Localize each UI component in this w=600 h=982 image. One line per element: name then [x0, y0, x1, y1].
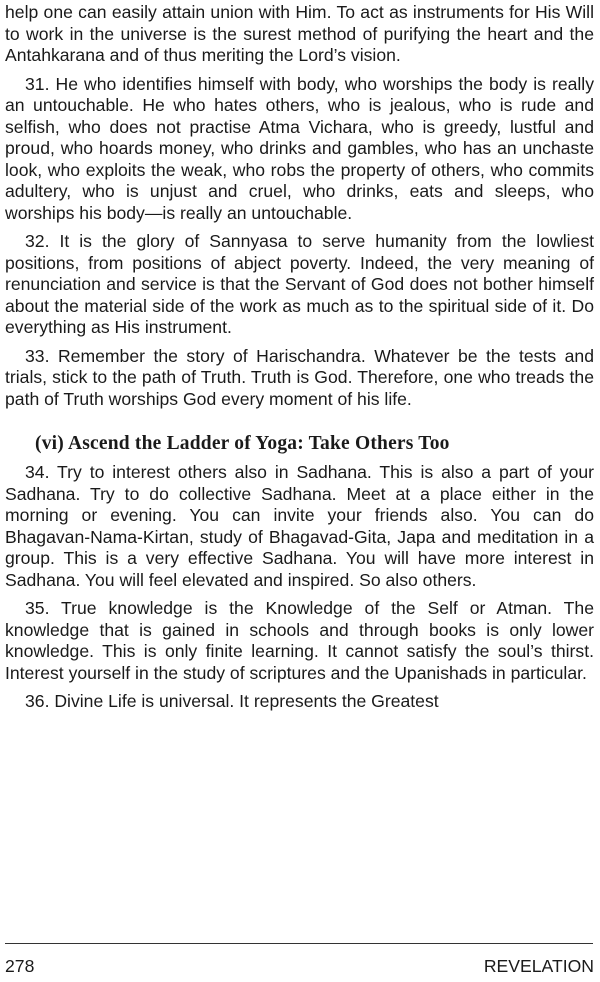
- paragraph-34: 34. Try to interest others also in Sadhana. This is also a part of your Sadhana. Try to do collective Sadhana. Meet at a place either in the morning or evening. You can invite your friends also. You can do Bhagavan-Nama-Kirtan, study of Bhagavad-Gita, Japa and meditation in a group. This is a very effective Sadhana. You will have more interest in Sadhana. You will feel elevated and inspired. So also others.: [5, 462, 594, 590]
- running-title: REVELATION: [483, 956, 594, 976]
- paragraph-32: 32. It is the glory of Sannyasa to serve humanity from the lowliest positions, from positions of abject poverty. Indeed, the very meaning of renunciation and service is that the Servant of God does not bother himself about the material side of the work as much as to the spiritual side of it. Do everything as His instrument.: [5, 231, 594, 337]
- footer-rule: [5, 943, 593, 944]
- paragraph-36: 36. Divine Life is universal. It represents the Greatest: [25, 691, 439, 711]
- paragraph-33: 33. Remember the story of Harischandra. Whatever be the tests and trials, stick to the path of Truth. Truth is God. Therefore, one who treads the path of Truth worships God every moment of his life.: [5, 345, 594, 409]
- page-footer: [5, 955, 594, 977]
- paragraph-35: 35. True knowledge is the Knowledge of the Self or Atman. The knowledge that is gained in schools and through books is only lower knowledge. This is only finite learning. It cannot satisfy the soul’s thirst. Interest yourself in the study of scriptures and the Upanishads in particular.: [5, 598, 594, 683]
- section-heading: (vi) Ascend the Ladder of Yoga: Take Others Too: [35, 433, 450, 454]
- page-body: [5, 2, 594, 720]
- paragraph-continued: help one can easily attain union with Him. To act as instruments for His Will to work in the universe is the surest method of purifying the heart and the Antahkarana and of thus meriting the Lord’s vision.: [5, 2, 594, 65]
- paragraph-31: 31. He who identifies himself with body, who worships the body is really an untouchable. He who hates others, who is jealous, who is rude and selfish, who does not practise Atma Vichara, who is greedy, lustful and proud, who hoards money, who drinks and gambles, who has an unchaste look, who exploits the weak, who robs the property of others, who commits adultery, who is unjust and cruel, who drinks, eats and sleeps, who worships his body—is really an untouchable.: [5, 73, 594, 223]
- page-number: 278: [5, 956, 35, 976]
